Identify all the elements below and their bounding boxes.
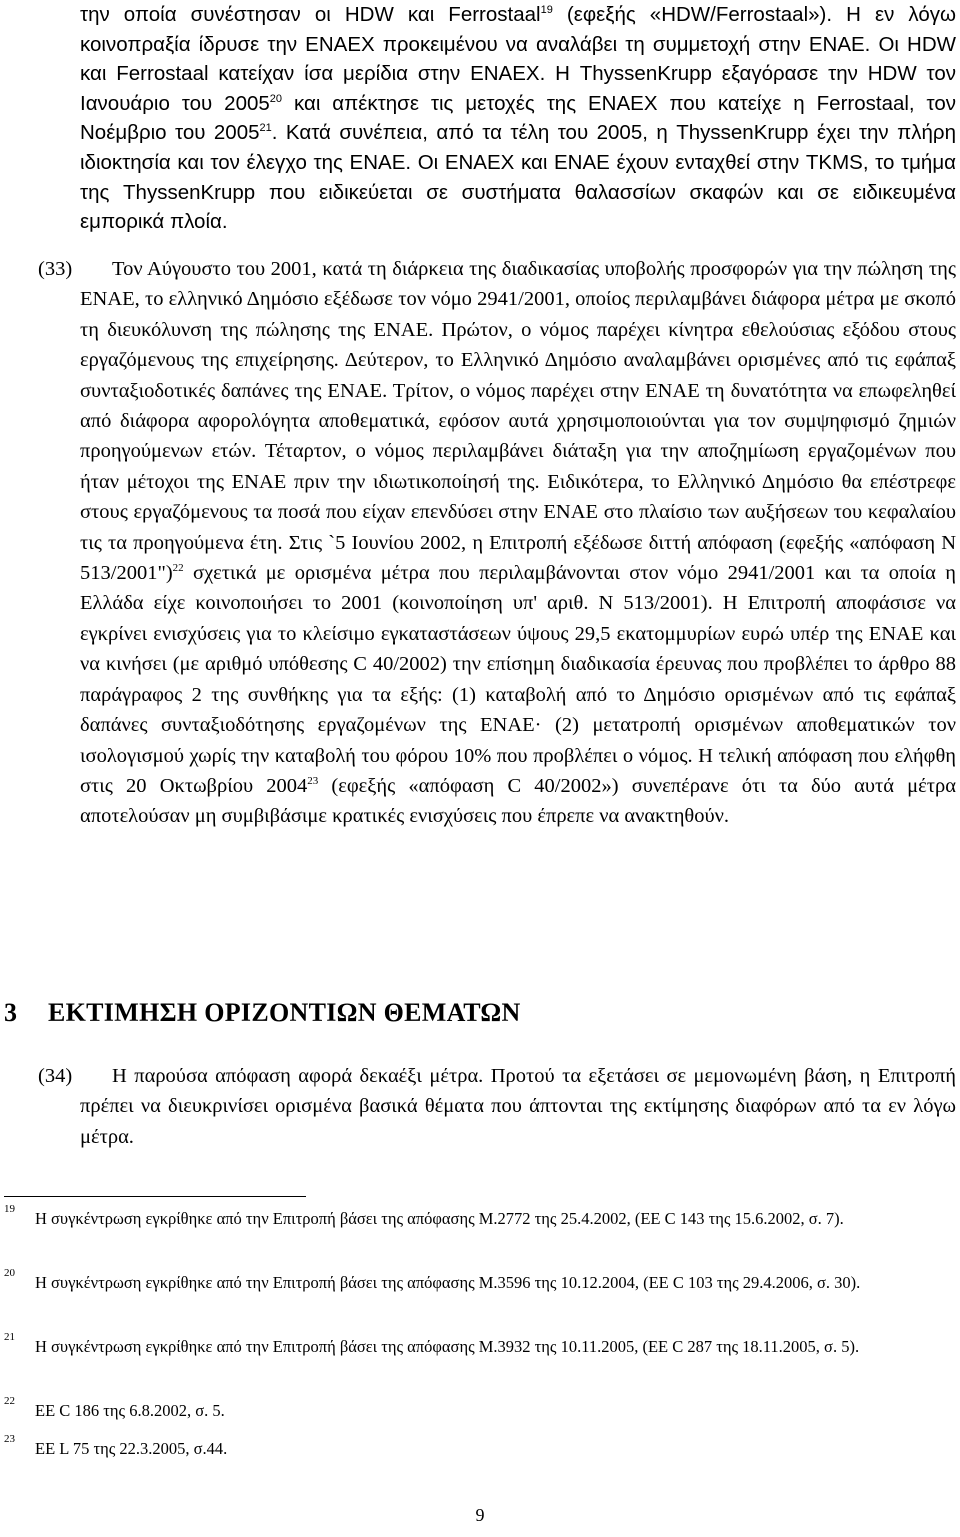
footnote-separator — [4, 1196, 306, 1197]
footnote-text: ΕΕ C 186 της 6.8.2002, σ. 5. — [35, 1401, 225, 1420]
footnote-text: ΕΕ L 75 της 22.3.2005, σ.44. — [35, 1439, 228, 1458]
footnote-item — [4, 1331, 958, 1360]
paragraph-number: (34) — [38, 1065, 73, 1087]
footnote-ref[interactable]: 19 — [540, 4, 553, 17]
paragraph-text: σχετικά με ορισμένα μέτρα που περιλαμβάνονται στον νόμο 2941/2001 και τα οποία η Ελλάδα είχε κοινοποιήσει το 2001 (κοινοποίηση υπ' αριθ. Ν 513/2001). Η Επιτροπή αποφάσισε να εγκρίνει ενισχύσεις για το κλείσιμο εγκαταστάσεων ύψους 29,5 εκατομμυρίων ευρώ υπέρ της ΕΝΑΕ και να κινήσει (με αριθμό υπόθεσης C 40/2002) την επίσημη διαδικασία έρευνας που προβλέπει το άρθρο 88 παράγραφος 2 της συνθήκης για τα εξής: (1) καταβολή από το Δημόσιο ορισμένων από τις εφάπαξ δαπάνες συνταξιοδότησης εργαζομένων της ΕΝΑΕ· (2) μετατροπή ορισμένων αποθεματικών τον ισολογισμού χωρίς την καταβολή του φόρου 10% που προβλέπει ο νόμος. Η τελική απόφαση που ελήφθη στις 20 Οκτωβρίου 2004 — [80, 562, 956, 797]
intro-text: την οποία συνέστησαν οι HDW και Ferrostaal — [80, 3, 541, 26]
footnote-mark: 20 — [4, 1267, 15, 1279]
section-number: 3 — [4, 998, 18, 1027]
footnote-mark: 19 — [4, 1203, 15, 1215]
intro-paragraph — [80, 0, 956, 237]
paragraph-33 — [38, 254, 956, 832]
intro-text: (εφεξής «HDW/Ferrostaal»). Η εν λόγω κοινοπραξία ίδρυσε την ΕΝΑΕΧ προκειμένου να αναλάβει τη συμμετοχή στην ΕΝΑΕ. Οι HDW και Ferrostaal κατείχαν ίσα μερίδια στην ΕΝΑΕΧ. Η ThyssenKrupp εξαγόρασε την HDW τον Ιανουάριο του 2005 — [80, 3, 957, 115]
paragraph-text: (εφεξής «απόφαση C 40/2002») συνεπέρανε ότι τα δύο αυτά μέτρα αποτελούσαν μη συμβιβάσιμε κρατικές ενισχύσεις που έπρεπε να ανακτηθούν. — [80, 774, 956, 828]
paragraph-34 — [38, 1061, 956, 1152]
footnote-item — [4, 1395, 958, 1424]
page-number: 9 — [475, 1505, 485, 1525]
intro-text: και απέκτησε τις μετοχές της ΕΝΑΕΧ που κατείχε η Ferrostaal, τον Νοέμβριο του 2005 — [80, 91, 957, 145]
intro-text: . Κατά συνέπεια, από τα τέλη του 2005, η ThyssenKrupp έχει την πλήρη ιδιοκτησία και τον έλεγχο της ΕΝΑΕ. Οι ΕΝΑΕΧ και ΕΝΑΕ έχουν ενταχθεί στην TKMS, το τμήμα της ThyssenKrupp που ειδικεύεται σε συστήματα θαλασσίων σκαφών και σε ειδικευμένα εμπορικά πλοία. — [80, 121, 956, 234]
section-heading — [4, 998, 521, 1028]
footnote-ref[interactable]: 22 — [172, 562, 184, 575]
footnote-ref[interactable]: 20 — [269, 92, 283, 105]
footnote-item — [4, 1433, 958, 1462]
footnote-text: Η συγκέντρωση εγκρίθηκε από την Επιτροπή βάσει της απόφασης Μ.3596 της 10.12.2004, (ΕΕ C 103 της 29.4.2006, σ. 30). — [35, 1273, 861, 1292]
footnote-mark: 22 — [4, 1395, 15, 1407]
section-title: ΕΚΤΙΜΗΣΗ ΟΡΙΖΟΝΤΙΩΝ ΘΕΜΑΤΩΝ — [48, 998, 521, 1027]
footnote-mark: 21 — [4, 1331, 15, 1343]
footnote-ref[interactable]: 21 — [259, 122, 272, 135]
footnote-text: Η συγκέντρωση εγκρίθηκε από την Επιτροπή βάσει της απόφασης Μ.2772 της 25.4.2002, (ΕΕ C 143 της 15.6.2002, σ. 7). — [35, 1209, 844, 1228]
footnote-ref[interactable]: 23 — [307, 775, 319, 788]
footnote-item — [4, 1267, 958, 1296]
paragraph-text: Τον Αύγουστο του 2001, κατά τη διάρκεια της διαδικασίας υποβολής προσφορών για την πώληση της ΕΝΑΕ, το ελληνικό Δημόσιο εξέδωσε τον νόμο 2941/2001, οποίος περιλαμβάνει διάφορα μέτρα με σκοπό τη διευκόλυνση της πώλησης της ΕΝΑΕ. Πρώτον, ο νόμος παρέχει κίνητρα εθελούσιας εξόδου στους εργαζόμενους της επιχείρησης. Δεύτερον, το Ελληνικό Δημόσιο αναλαμβάνει ορισμένες από τις εφάπαξ συνταξιοδοτικές δαπάνες της ΕΝΑΕ. Τρίτον, ο νόμος παρέχει στην ΕΝΑΕ τη δυνατότητα να επωφεληθεί από διάφορα αφορολόγητα αποθεματικά, εφόσον αυτά χρησιμοποιούνται για τον συμψηφισμό ζημιών προηγούμενων ετών. Τέταρτον, ο νόμος περιλαμβάνει διάταξη για την αποζημίωση εργαζομένων που ήταν μέτοχοι της ΕΝΑΕ πριν την ιδιωτικοποίησή της. Ειδικότερα, το Ελληνικό Δημόσιο θα επέστρεφε στους εργαζόμενους τα ποσά που είχαν επενδύσει στην ΕΝΑΕ στο πλαίσιο των αυξήσεων του κεφαλαίου τις τα προηγούμενα έτη. Στις `5 Ιουνίου 2002, η Επιτροπή εξέδωσε διττή απόφαση (εφεξής «απόφαση Ν 513/2001") — [80, 258, 956, 585]
paragraph-text: Η παρούσα απόφαση αφορά δεκαέξι μέτρα. Προτού τα εξετάσει σε μεμονωμένη βάση, η Επιτροπή πρέπει να διευκρινίσει ορισμένα βασικά θέματα που άπτονται της εκτίμησης διαφόρων από τα εν λόγω μέτρα. — [80, 1065, 956, 1148]
footnote-item — [4, 1203, 958, 1232]
footnote-text: Η συγκέντρωση εγκρίθηκε από την Επιτροπή βάσει της απόφασης Μ.3932 της 10.11.2005, (ΕΕ C 287 της 18.11.2005, σ. 5). — [35, 1337, 860, 1356]
paragraph-number: (33) — [38, 258, 73, 280]
footnote-mark: 23 — [4, 1433, 15, 1445]
